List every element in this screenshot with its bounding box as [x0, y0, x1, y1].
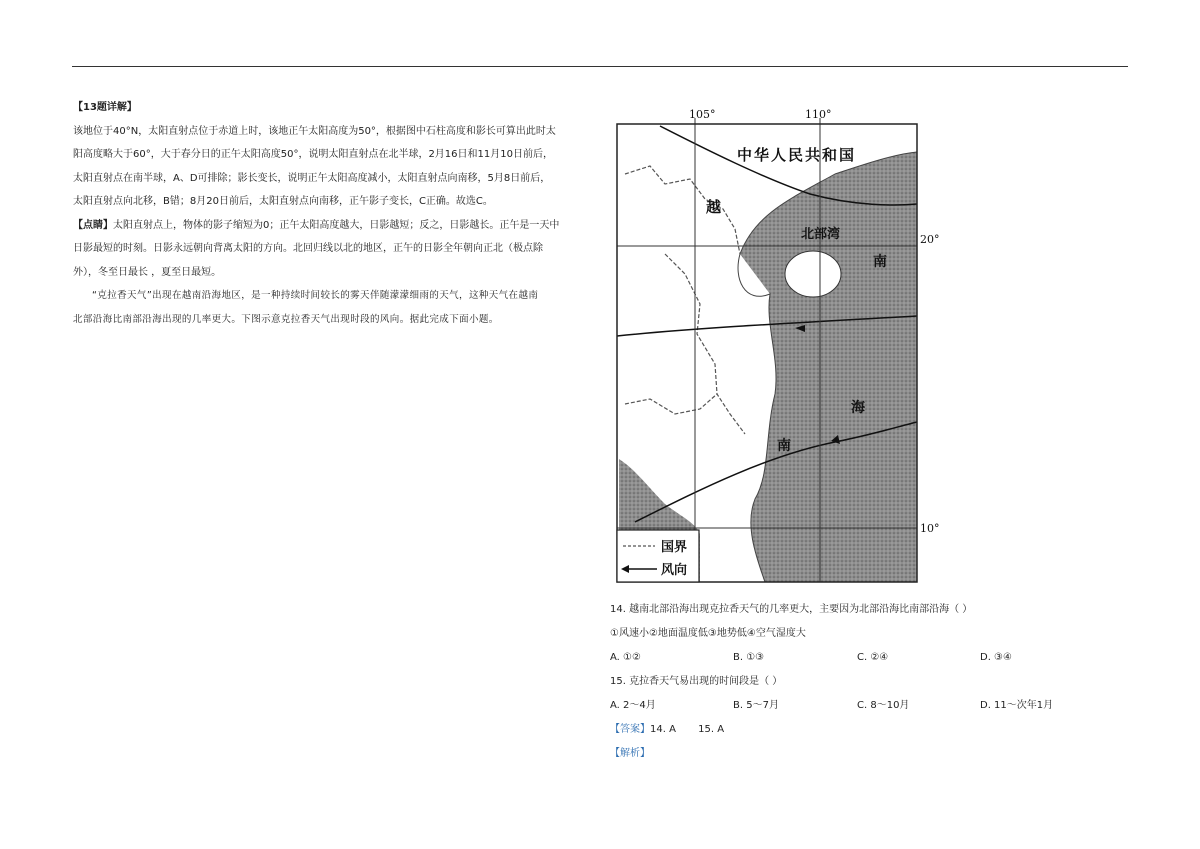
q15-option-c[interactable]: C. 8～10月: [857, 700, 910, 711]
q14-stem: 14. 越南北部沿海出现克拉香天气的几率更大，主要因为北部沿海比南部沿海（ ）: [610, 604, 973, 615]
q15-option-b[interactable]: B. 5～7月: [733, 700, 779, 711]
intro-line: “克拉香天气”出现在越南沿海地区，是一种持续时间较长的雾天伴随濛濛细雨的天气，这种天气在越南: [92, 290, 539, 301]
lon-label-105: 105°: [689, 108, 716, 121]
q15-options: [610, 694, 1150, 718]
border-line: [665, 254, 745, 434]
lon-label-110: 110°: [805, 108, 832, 121]
intro-line: 北部沿海比南部沿海出现的几率更大。下图示意克拉香天气出现时段的风向。据此完成下面小题。: [73, 313, 499, 325]
map-figure: [605, 104, 950, 590]
explanation-line: 阳高度略大于60°，大于春分日的正午太阳高度50°，说明太阳直射点在北半球，2月16日和11月10日前后，: [73, 149, 553, 160]
analysis-label: 【解析】: [610, 748, 650, 759]
answer-label: 【答案】: [610, 724, 650, 735]
tip-label: 【点睛】: [73, 219, 113, 231]
legend-border-label: 国界: [661, 540, 688, 555]
legend-wind-label: 风向: [661, 563, 688, 578]
q15-option-d[interactable]: D. 11～次年1月: [980, 700, 1054, 711]
place-label-sea: 海: [851, 400, 865, 416]
top-rule: [72, 66, 1128, 67]
tip-line: 日影最短的时刻。日影永远朝向背离太阳的方向。北回归线以北的地区，正午的日影全年朝向正北（极点除: [73, 243, 543, 254]
border-line: [625, 394, 717, 414]
q14-option-b[interactable]: B. ①③: [733, 652, 765, 663]
explanation-line: 太阳直射点向北移，B错；8月20日前后，太阳直射点向南移，正午影子变长，C正确。故选C。: [73, 196, 493, 207]
tip-line: 外），冬至日最长 ，夏至日最短。: [73, 266, 222, 278]
border-line: [625, 166, 740, 254]
q14-option-c[interactable]: C. ②④: [857, 652, 889, 663]
analysis-line: [610, 742, 1150, 766]
place-label-beibu-gulf: 北部湾: [801, 227, 841, 242]
place-label-vietnam: 越: [706, 198, 722, 216]
left-column: [73, 96, 593, 331]
tip-paragraph: [73, 214, 593, 238]
country-label: 中华人民共和国: [737, 146, 857, 164]
lat-label-10: 10°: [920, 522, 940, 535]
tip-line: 太阳直射点上，物体的影子缩短为0；正午太阳高度越大，日影越短；反之，日影越长。正午是一天中: [113, 219, 560, 231]
q15-option-a[interactable]: A. 2～4月: [610, 700, 656, 711]
questions-block: [610, 598, 1150, 766]
place-label-south-2: 南: [777, 438, 791, 454]
place-label-south: 南: [873, 254, 887, 270]
explanation-line: 该地位于40°N，太阳直射点位于赤道上时，该地正午太阳高度为50°，根据图中石柱高度和影长可算出此时太: [73, 125, 556, 137]
q14-options: [610, 646, 1150, 670]
q14-factors: ①风速小②地面温度低③地势低④空气湿度大: [610, 628, 806, 639]
q14-option-d[interactable]: D. ③④: [980, 652, 1012, 663]
q15-stem: 15. 克拉香天气易出现的时间段是（ ）: [610, 676, 783, 687]
lat-label-20: 20°: [920, 233, 940, 246]
section-title: 【13题详解】: [73, 102, 137, 113]
answer-line: [610, 718, 1150, 742]
q14-option-a[interactable]: A. ①②: [610, 652, 641, 663]
hainan-island: [785, 251, 841, 297]
explanation-line: 太阳直射点在南半球，A、D可排除；影长变长，说明正午太阳高度减小，太阳直射点向南移，5月8日前后，: [73, 172, 551, 184]
answer-text: 14. A 15. A: [650, 724, 725, 735]
